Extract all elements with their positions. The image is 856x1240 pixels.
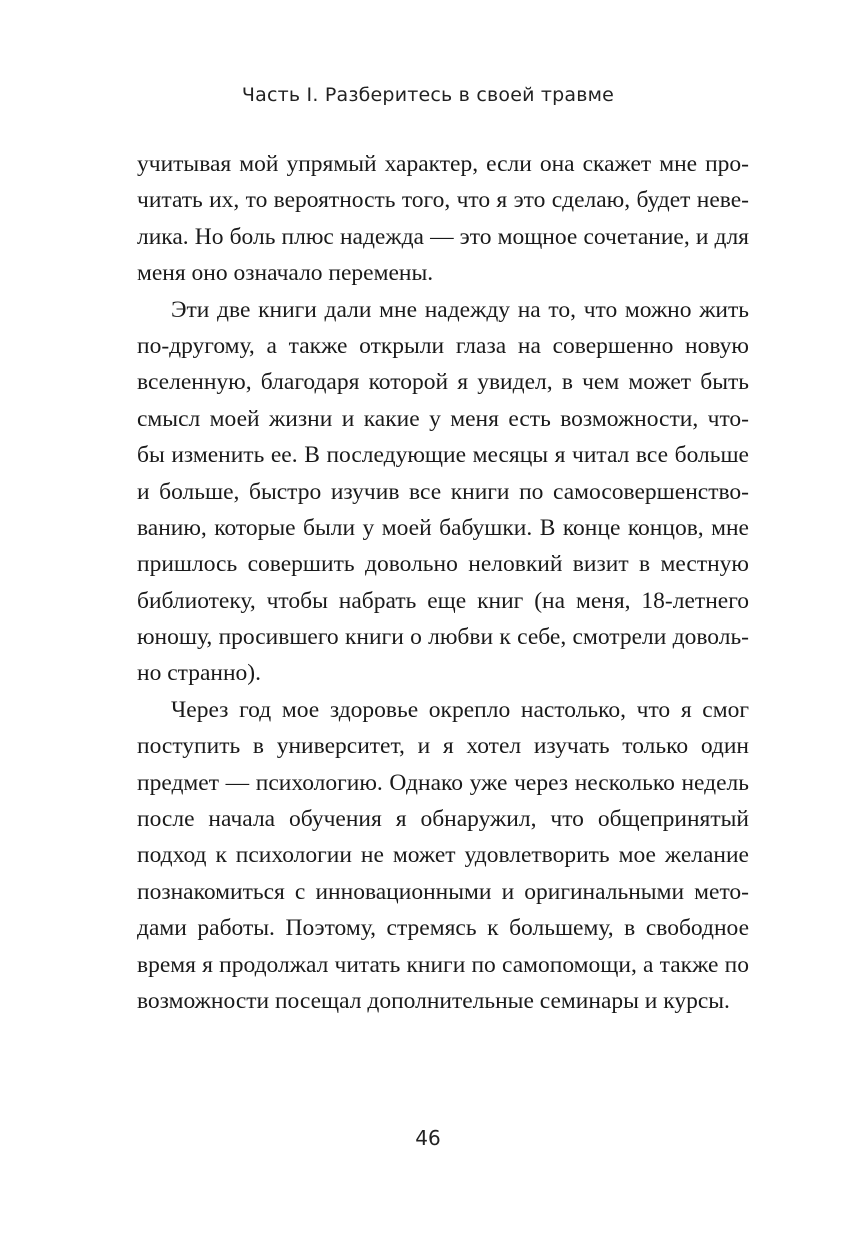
text-line: по-другому, а также открыли глаза на совершенно новую (137, 332, 749, 359)
running-header: Часть I. Разберитесь в своей травме (241, 84, 615, 106)
text-line: но странно). (137, 660, 261, 687)
paragraph-3 (137, 692, 749, 1020)
text-line: ванию, которые были у моей бабушки. В конце концов, мне (137, 514, 749, 541)
paragraph-2 (137, 292, 749, 692)
text-line: дами работы. Поэтому, стремясь к большему, в свободное (137, 915, 749, 942)
text-line: после начала обучения я обнаружил, что общепринятый (137, 806, 749, 833)
text-line: смысл моей жизни и какие у меня есть возможности, что- (137, 405, 749, 432)
text-line: познакомиться с инновационными и оригинальными мето- (137, 878, 749, 905)
text-line: учитывая мой упрямый характер, если она скажет мне про- (137, 151, 749, 177)
body-text (137, 146, 749, 1019)
text-line: поступить в университет, и я хотел изучать только один (137, 733, 749, 760)
text-line: лика. Но боль плюс надежда — это мощное сочетание, и для (137, 223, 749, 250)
text-line: меня оно означало перемены. (137, 260, 434, 287)
text-line: возможности посещал дополнительные семинары и курсы. (137, 987, 730, 1014)
text-line: читать их, то вероятность того, что я это сделаю, будет неве- (137, 187, 749, 214)
text-line: бы изменить ее. В последующие месяцы я читал все больше (137, 442, 749, 469)
page-number: 46 (415, 1126, 441, 1150)
text-line: время я продолжал читать книги по самопомощи, а также по (137, 951, 749, 978)
text-line: и больше, быстро изучив все книги по самосовершенство- (137, 478, 749, 505)
text-line: Эти две книги дали мне надежду на то, что можно жить (171, 296, 749, 323)
text-line: подход к психологии не может удовлетворить мое желание (137, 842, 749, 869)
text-line: Через год мое здоровье окрепло настолько, что я смог (171, 696, 749, 723)
paragraph-1 (137, 146, 749, 292)
text-line: пришлось совершить довольно неловкий визит в местную (137, 551, 749, 578)
text-line: предмет — психологию. Однако уже через несколько недель (137, 769, 749, 796)
text-line: юношу, просившего книги о любви к себе, смотрели доволь- (137, 624, 749, 651)
text-line: вселенную, благодаря которой я увидел, в чем может быть (137, 369, 749, 396)
text-line: библиотеку, чтобы набрать еще книг (на меня, 18-летнего (137, 587, 749, 614)
